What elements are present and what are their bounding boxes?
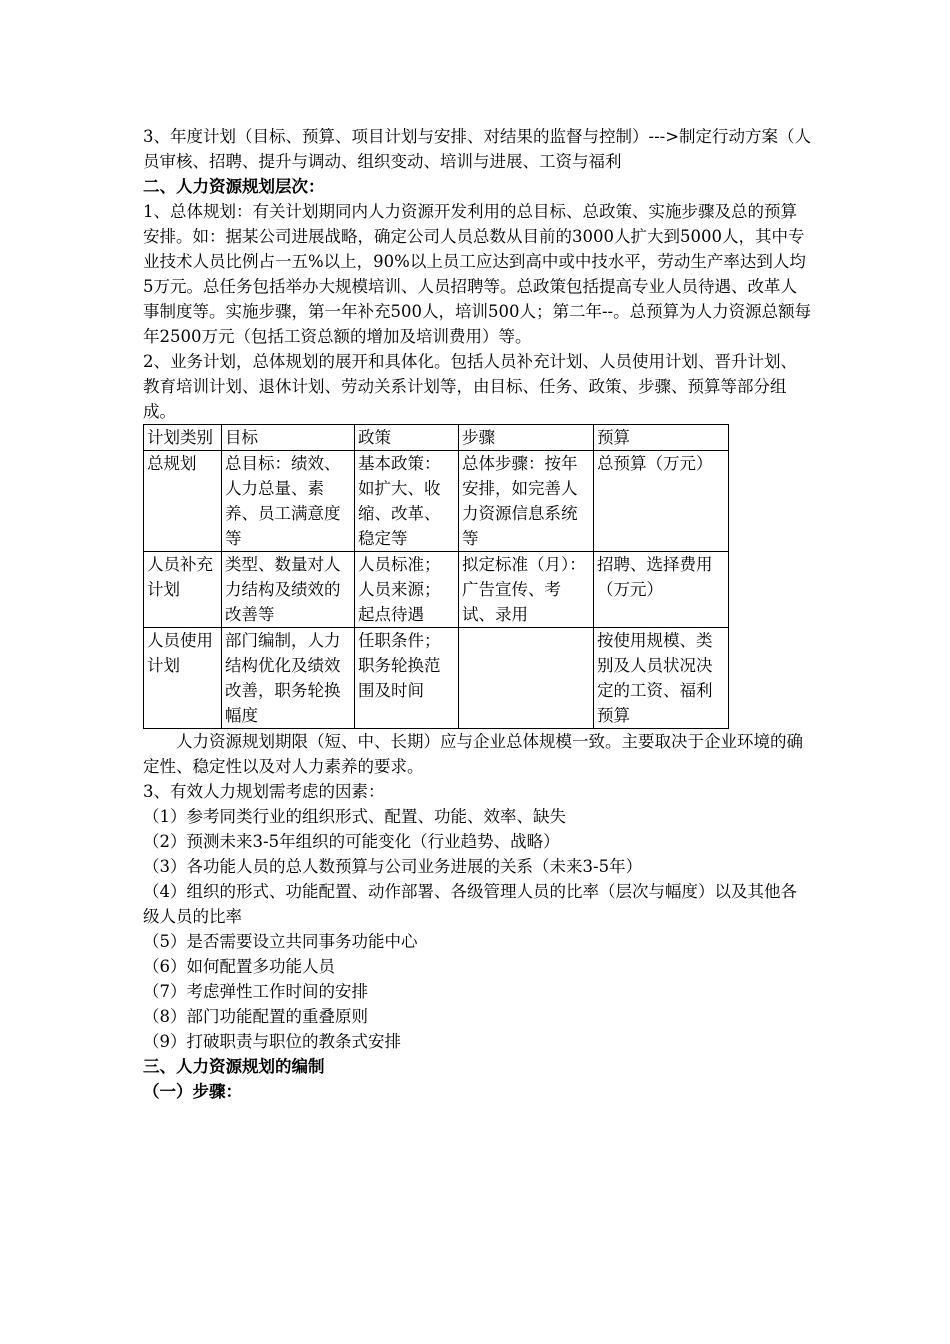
table-header-cell: 计划类别 [144, 425, 222, 451]
table-header-cell: 预算 [594, 425, 729, 451]
list-item: （9）打破职责与职位的教条式安排 [143, 1032, 401, 1051]
table-cell [459, 628, 594, 729]
table-cell: 基本政策：如扩大、收缩、改革、稳定等 [355, 451, 459, 552]
table-cell: 人员使用计划 [144, 628, 222, 729]
heading-plan-compilation: 三、人力资源规划的编制 [143, 1057, 325, 1076]
table-header-cell: 步骤 [459, 425, 594, 451]
table-cell: 人员补充计划 [144, 552, 222, 628]
paragraph-overall-plan: 1、总体规划：有关计划期同内人力资源开发利用的总目标、总政策、实施步骤及总的预算安排。如：据某公司进展战略，确定公司人员总数从目前的3000人扩大到5000人，其中专业技术人员比例占一五%以上，90%以上员工应达到高中或中技水平，劳动生产率达到人均5万元。总任务包括举办大规模培训、人员招聘等。总政策包括提高专业人员待遇、改革人事制度等。实施步骤，第一年补充500人，培训500人；第二年--。总预算为人力资源总额每年2500万元（包括工资总额的增加及培训费用）等。 [143, 202, 812, 346]
list-item: （7）考虑弹性工作时间的安排 [143, 982, 368, 1001]
table-cell: 任职条件；职务轮换范围及时间 [355, 628, 459, 729]
paragraph-annual-plan: 3、年度计划（目标、预算、项目计划与安排、对结果的监督与控制）--->制定行动方案（人员审核、招聘、提升与调动、组织变动、培训与进展、工资与福利 [143, 127, 812, 171]
list-item: （8）部门功能配置的重叠原则 [143, 1007, 368, 1026]
table-cell: 按使用规模、类别及人员状况决定的工资、福利预算 [594, 628, 729, 729]
table-row [144, 628, 729, 729]
table-row [144, 451, 729, 552]
table-cell: 拟定标准（月）：广告宣传、考试、录用 [459, 552, 594, 628]
list-item: （6）如何配置多功能人员 [143, 957, 335, 976]
table-cell: 总预算（万元） [594, 451, 729, 552]
plan-table [143, 424, 729, 729]
document-page [143, 124, 813, 1104]
heading-steps: （一）步骤： [143, 1082, 242, 1101]
paragraph-factors-heading: 3、有效人力规划需考虑的因素： [143, 782, 385, 801]
table-cell: 类型、数量对人力结构及绩效的改善等 [222, 552, 355, 628]
list-item: （1）参考同类行业的组织形式、配置、功能、效率、缺失 [143, 807, 566, 826]
table-cell: 招聘、选择费用（万元） [594, 552, 729, 628]
table-header-cell: 政策 [355, 425, 459, 451]
table-row [144, 552, 729, 628]
table-cell: 部门编制，人力结构优化及绩效改善，职务轮换幅度 [222, 628, 355, 729]
list-item: （3）各功能人员的总人数预算与公司业务进展的关系（未来3-5年） [143, 857, 643, 876]
table-cell: 总目标：绩效、人力总量、素养、员工满意度等 [222, 451, 355, 552]
table-header-row [144, 425, 729, 451]
list-item: （2）预测未来3-5年组织的可能变化（行业趋势、战略） [143, 832, 560, 851]
list-item: （4）组织的形式、功能配置、动作部署、各级管理人员的比率（层次与幅度）以及其他各级人员的比率 [143, 882, 797, 926]
table-cell: 总规划 [144, 451, 222, 552]
table-cell: 人员标准；人员来源；起点待遇 [355, 552, 459, 628]
table-cell: 总体步骤：按年安排，如完善人力资源信息系统等 [459, 451, 594, 552]
paragraph-business-plan: 2、业务计划，总体规划的展开和具体化。包括人员补充计划、人员使用计划、晋升计划、教育培训计划、退休计划、劳动关系计划等，由目标、任务、政策、步骤、预算等部分组成。 [143, 352, 797, 421]
table-header-cell: 目标 [222, 425, 355, 451]
list-item: （5）是否需要设立共同事务功能中心 [143, 932, 418, 951]
heading-planning-levels: 二、人力资源规划层次： [143, 177, 325, 196]
paragraph-planning-period: 人力资源规划期限（短、中、长期）应与企业总体规模一致。主要取决于企业环境的确定性、稳定性以及对人力素养的要求。 [143, 732, 803, 776]
